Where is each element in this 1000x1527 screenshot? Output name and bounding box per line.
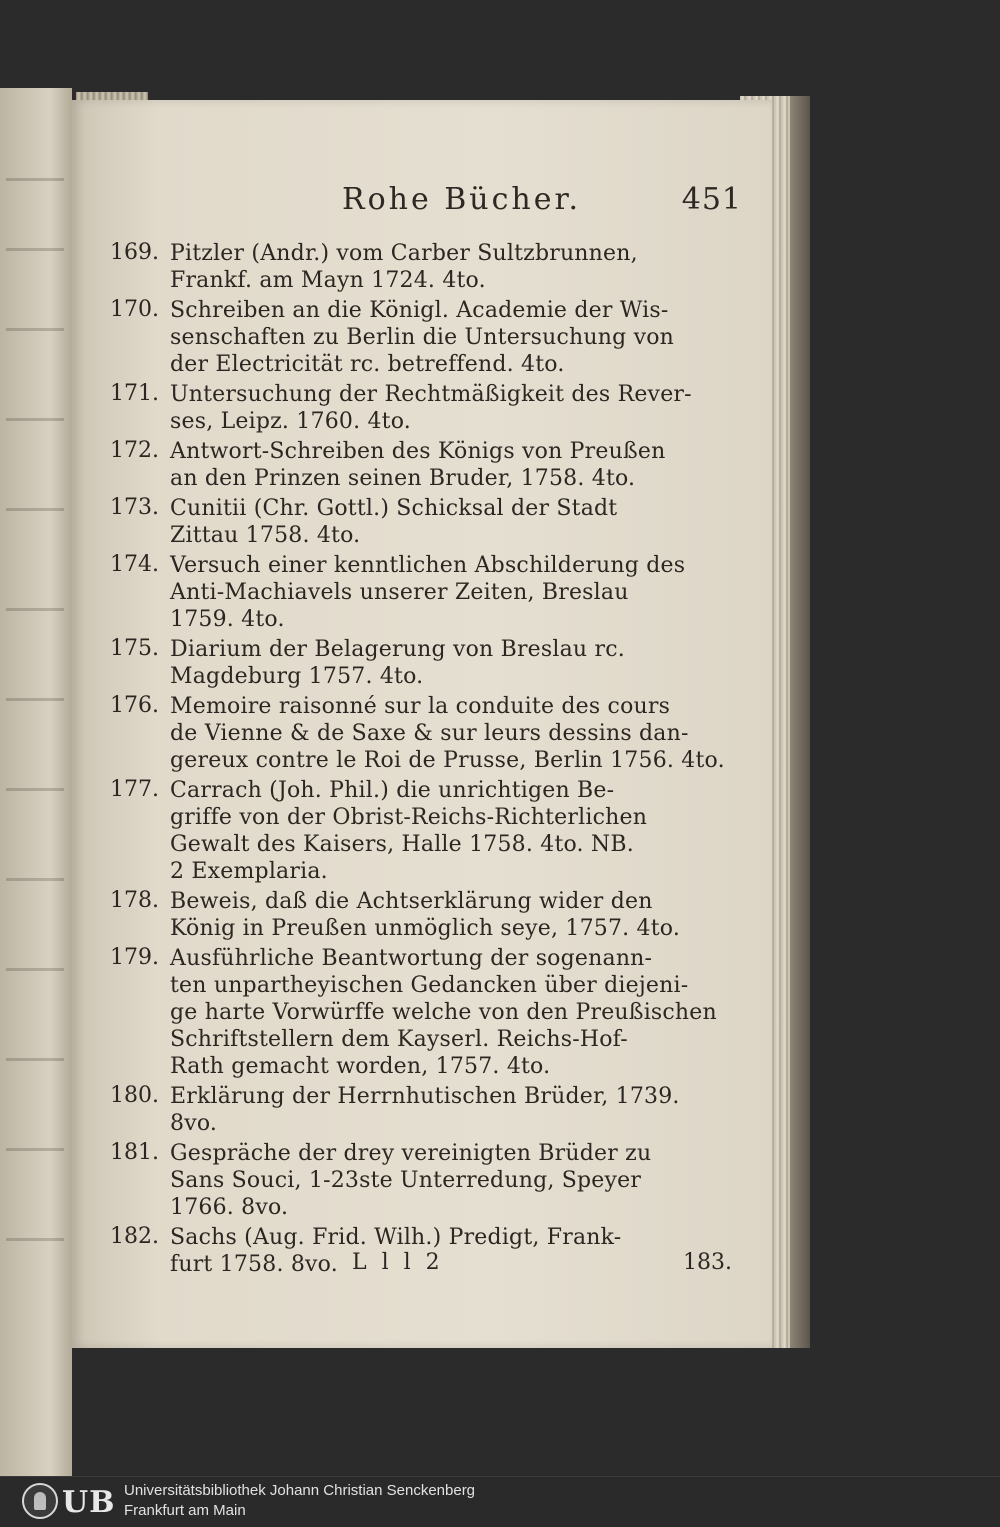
entry-line: griffe von der Obrist-Reichs-Richterlichen bbox=[170, 805, 648, 830]
entry-number: 174. bbox=[110, 552, 159, 577]
institution-line-2: Frankfurt am Main bbox=[124, 1502, 246, 1519]
entry-line: Versuch einer kenntlichen Abschilderung des bbox=[170, 553, 686, 578]
entry-line: der Electricität rc. betreffend. 4to. bbox=[170, 352, 565, 377]
entry-number: 181. bbox=[110, 1140, 159, 1165]
entry-line: ten unpartheyischen Gedancken über diejeni- bbox=[170, 973, 689, 998]
entry-number: 175. bbox=[110, 636, 159, 661]
entry-line: Schreiben an die Königl. Academie der Wis- bbox=[170, 298, 669, 323]
entry-number: 179. bbox=[110, 945, 159, 970]
entry-line: Untersuchung der Rechtmäßigkeit des Rever- bbox=[170, 382, 692, 407]
catalog-entry bbox=[110, 495, 666, 549]
entry-number: 169. bbox=[110, 240, 159, 265]
catalog-entry bbox=[110, 1083, 680, 1137]
entry-number: 180. bbox=[110, 1083, 159, 1108]
entry-line: Frankf. am Mayn 1724. 4to. bbox=[170, 268, 486, 293]
entry-line: senschaften zu Berlin die Untersuchung von bbox=[170, 325, 675, 350]
catalog-entry bbox=[110, 636, 666, 690]
facing-page-edge bbox=[0, 88, 72, 1476]
signature-mark: L l l 2 bbox=[352, 1250, 444, 1275]
entry-line: König in Preußen unmöglich seye, 1757. 4to. bbox=[170, 916, 681, 941]
entry-number: 171. bbox=[110, 381, 159, 406]
catalog-entry bbox=[110, 693, 725, 774]
catalog-entry bbox=[110, 888, 681, 942]
page-header bbox=[172, 182, 752, 232]
entry-number: 173. bbox=[110, 495, 159, 520]
entry-line: Beweis, daß die Achtserklärung wider den bbox=[170, 889, 653, 914]
entry-number: 178. bbox=[110, 888, 159, 913]
page-footer bbox=[172, 1250, 732, 1280]
entry-line: Antwort-Schreiben des Königs von Preußen bbox=[170, 439, 666, 464]
seal-icon bbox=[22, 1483, 58, 1519]
entry-line: Anti-Machiavels unserer Zeiten, Breslau bbox=[170, 580, 629, 605]
entry-number: 182. bbox=[110, 1224, 159, 1249]
entry-line: Pitzler (Andr.) vom Carber Sultzbrunnen, bbox=[170, 241, 638, 266]
entry-line: de Vienne & de Saxe & sur leurs dessins dan- bbox=[170, 721, 689, 746]
entry-line: Carrach (Joh. Phil.) die unrichtigen Be- bbox=[170, 778, 615, 803]
entry-line: 2 Exemplaria. bbox=[170, 859, 328, 884]
entry-line: Gewalt des Kaisers, Halle 1758. 4to. NB. bbox=[170, 832, 634, 857]
institution-name bbox=[124, 1481, 475, 1521]
entry-line: gereux contre le Roi de Prusse, Berlin 1756. 4to. bbox=[170, 748, 725, 773]
institution-bar bbox=[0, 1476, 1000, 1527]
entry-line: Diarium der Belagerung von Breslau rc. bbox=[170, 637, 625, 662]
book-page bbox=[72, 100, 772, 1348]
entry-line: 1759. 4to. bbox=[170, 607, 285, 632]
entry-line: Ausführliche Beantwortung der sogenann- bbox=[170, 946, 653, 971]
catalog-entry bbox=[110, 1140, 666, 1221]
entry-line: Zittau 1758. 4to. bbox=[170, 523, 361, 548]
entry-number: 176. bbox=[110, 693, 159, 718]
entry-line: Erklärung der Herrnhutischen Brüder, 1739. bbox=[170, 1084, 680, 1109]
catalog-entry bbox=[110, 945, 717, 1080]
entry-line: Memoire raisonné sur la conduite des cours bbox=[170, 694, 671, 719]
page-block-shadow bbox=[790, 96, 810, 1348]
catalog-entry bbox=[110, 552, 686, 633]
catalog-entry bbox=[110, 240, 666, 294]
logo-text: UB bbox=[62, 1485, 116, 1520]
catalog-entry bbox=[110, 777, 666, 885]
catchword: 183. bbox=[683, 1250, 732, 1275]
running-title: Rohe Bücher. bbox=[342, 182, 582, 217]
page-number: 451 bbox=[681, 182, 742, 217]
entry-line: Magdeburg 1757. 4to. bbox=[170, 664, 424, 689]
entry-line: ses, Leipz. 1760. 4to. bbox=[170, 409, 411, 434]
entry-line: an den Prinzen seinen Bruder, 1758. 4to. bbox=[170, 466, 636, 491]
entry-line: ge harte Vorwürffe welche von den Preußischen bbox=[170, 1000, 717, 1025]
entry-number: 177. bbox=[110, 777, 159, 802]
entry-line: Gespräche der drey vereinigten Brüder zu bbox=[170, 1141, 652, 1166]
entry-line: Sans Souci, 1-23ste Unterredung, Speyer bbox=[170, 1168, 642, 1193]
library-logo[interactable] bbox=[22, 1483, 116, 1521]
institution-line-1: Universitätsbibliothek Johann Christian Senckenberg bbox=[124, 1482, 476, 1499]
catalog-entry bbox=[110, 297, 675, 378]
entry-number: 170. bbox=[110, 297, 159, 322]
entry-line: 1766. 8vo. bbox=[170, 1195, 289, 1220]
entry-line: Rath gemacht worden, 1757. 4to. bbox=[170, 1054, 551, 1079]
entry-line: 8vo. bbox=[170, 1111, 218, 1136]
entry-number: 172. bbox=[110, 438, 159, 463]
entry-line: Cunitii (Chr. Gottl.) Schicksal der Stadt bbox=[170, 496, 618, 521]
entry-line: furt 1758. 8vo. bbox=[170, 1252, 338, 1277]
catalog-entry bbox=[110, 438, 666, 492]
entry-line: Schriftstellern dem Kayserl. Reichs-Hof- bbox=[170, 1027, 628, 1052]
entry-line: Sachs (Aug. Frid. Wilh.) Predigt, Frank- bbox=[170, 1225, 622, 1250]
catalog-entry bbox=[110, 381, 692, 435]
